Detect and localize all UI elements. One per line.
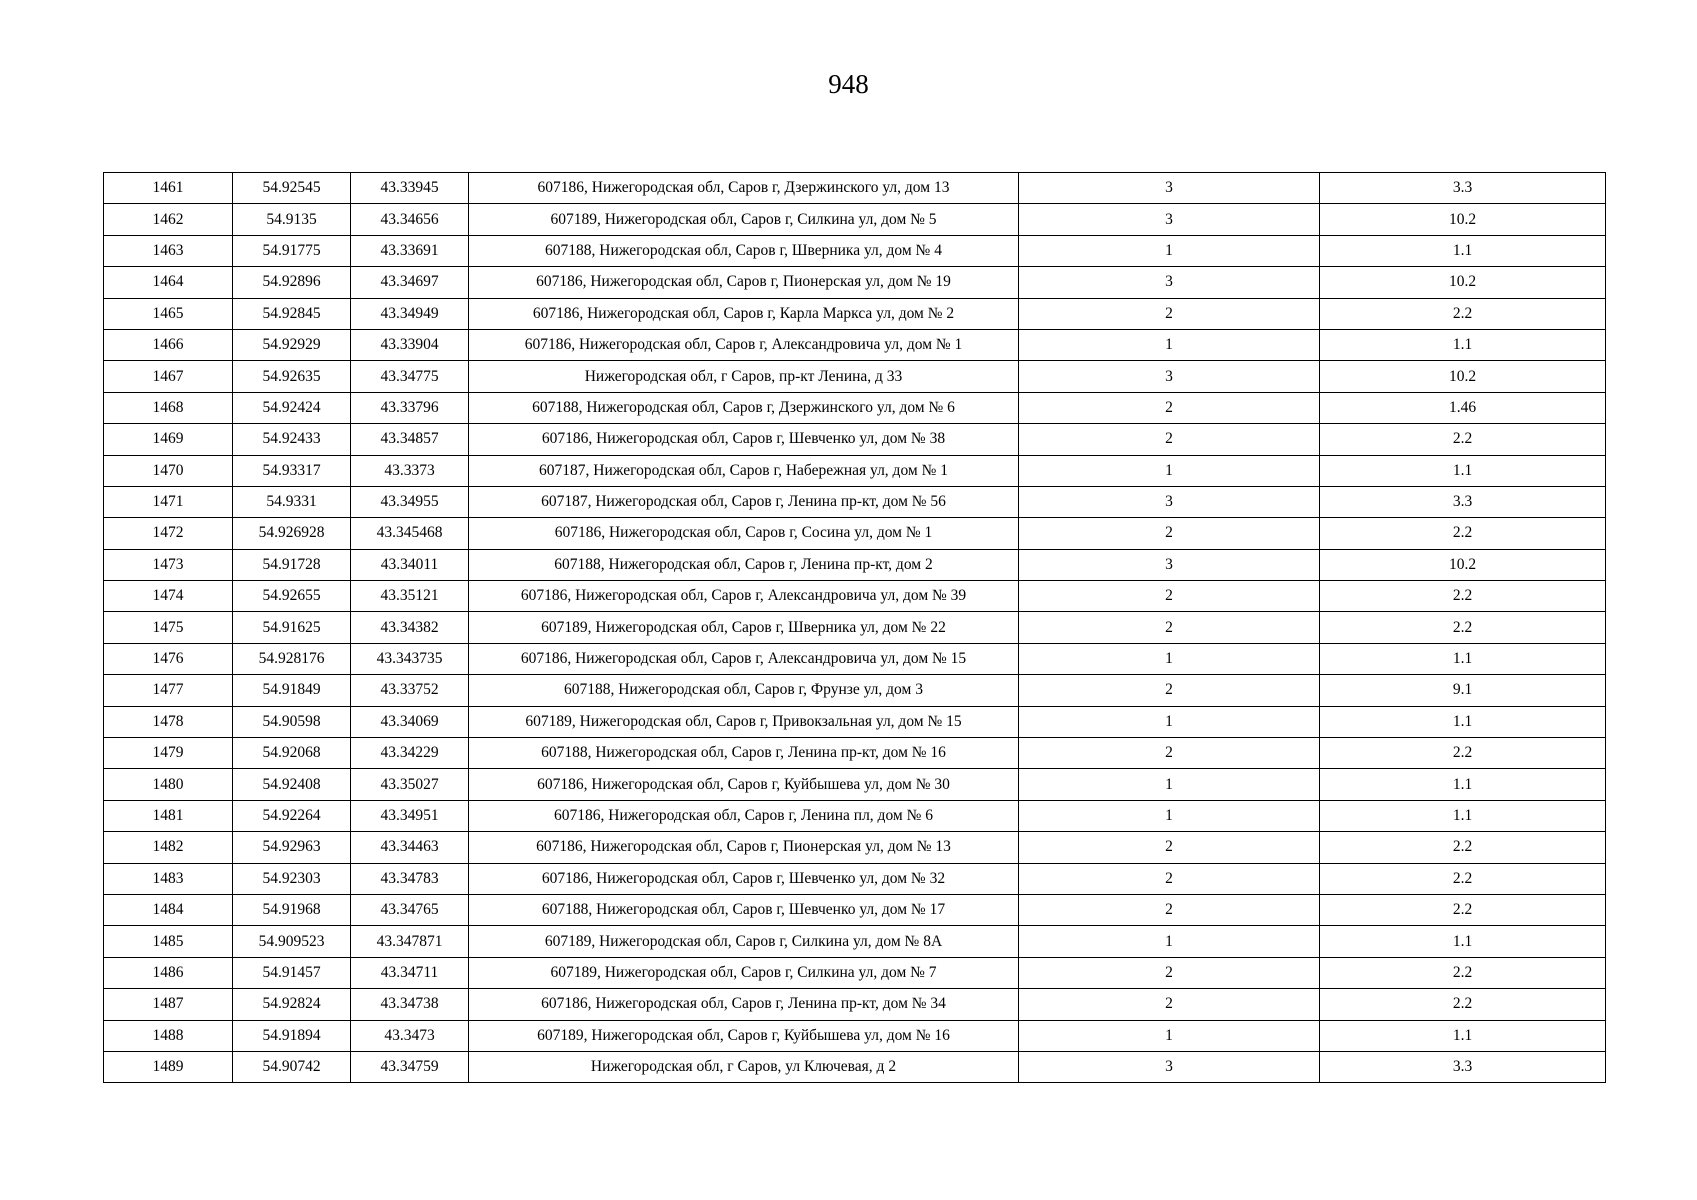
- row-number-cell: 1468: [104, 392, 233, 423]
- longitude-cell: 43.3373: [351, 455, 469, 486]
- latitude-cell: 54.92963: [233, 832, 351, 863]
- volume-cell: 1.1: [1320, 800, 1606, 831]
- latitude-cell: 54.93317: [233, 455, 351, 486]
- row-number-cell: 1461: [104, 173, 233, 204]
- address-cell: 607188, Нижегородская обл, Саров г, Фрунзе ул, дом 3: [469, 675, 1019, 706]
- longitude-cell: 43.3473: [351, 1020, 469, 1051]
- count-cell: 2: [1019, 518, 1320, 549]
- row-number-cell: 1481: [104, 800, 233, 831]
- row-number-cell: 1489: [104, 1051, 233, 1082]
- row-number-cell: 1473: [104, 549, 233, 580]
- address-cell: Нижегородская обл, г Саров, пр-кт Ленина, д 33: [469, 361, 1019, 392]
- volume-cell: 10.2: [1320, 549, 1606, 580]
- longitude-cell: 43.34011: [351, 549, 469, 580]
- volume-cell: 10.2: [1320, 361, 1606, 392]
- latitude-cell: 54.91894: [233, 1020, 351, 1051]
- latitude-cell: 54.91849: [233, 675, 351, 706]
- row-number-cell: 1470: [104, 455, 233, 486]
- latitude-cell: 54.92845: [233, 298, 351, 329]
- row-number-cell: 1462: [104, 204, 233, 235]
- row-number-cell: 1467: [104, 361, 233, 392]
- row-number-cell: 1479: [104, 738, 233, 769]
- longitude-cell: 43.34951: [351, 800, 469, 831]
- latitude-cell: 54.92635: [233, 361, 351, 392]
- latitude-cell: 54.91728: [233, 549, 351, 580]
- volume-cell: 1.1: [1320, 706, 1606, 737]
- table-body: [104, 173, 1606, 1083]
- table-row: [104, 424, 1606, 455]
- count-cell: 1: [1019, 800, 1320, 831]
- table-row: [104, 675, 1606, 706]
- address-cell: 607189, Нижегородская обл, Саров г, Привокзальная ул, дом № 15: [469, 706, 1019, 737]
- count-cell: 3: [1019, 204, 1320, 235]
- address-cell: 607186, Нижегородская обл, Саров г, Александровича ул, дом № 39: [469, 581, 1019, 612]
- table-row: [104, 989, 1606, 1020]
- volume-cell: 2.2: [1320, 863, 1606, 894]
- volume-cell: 1.1: [1320, 455, 1606, 486]
- table-row: [104, 738, 1606, 769]
- address-cell: 607186, Нижегородская обл, Саров г, Пионерская ул, дом № 13: [469, 832, 1019, 863]
- latitude-cell: 54.92545: [233, 173, 351, 204]
- longitude-cell: 43.33945: [351, 173, 469, 204]
- volume-cell: 2.2: [1320, 957, 1606, 988]
- count-cell: 2: [1019, 675, 1320, 706]
- count-cell: 3: [1019, 549, 1320, 580]
- longitude-cell: 43.34949: [351, 298, 469, 329]
- table-row: [104, 612, 1606, 643]
- address-cell: 607186, Нижегородская обл, Саров г, Шевченко ул, дом № 32: [469, 863, 1019, 894]
- address-cell: 607188, Нижегородская обл, Саров г, Шверника ул, дом № 4: [469, 235, 1019, 266]
- address-cell: 607186, Нижегородская обл, Саров г, Карла Маркса ул, дом № 2: [469, 298, 1019, 329]
- row-number-cell: 1488: [104, 1020, 233, 1051]
- count-cell: 2: [1019, 863, 1320, 894]
- row-number-cell: 1484: [104, 894, 233, 925]
- volume-cell: 3.3: [1320, 1051, 1606, 1082]
- row-number-cell: 1469: [104, 424, 233, 455]
- count-cell: 1: [1019, 926, 1320, 957]
- volume-cell: 1.1: [1320, 235, 1606, 266]
- count-cell: 1: [1019, 769, 1320, 800]
- volume-cell: 2.2: [1320, 518, 1606, 549]
- address-cell: 607186, Нижегородская обл, Саров г, Александровича ул, дом № 1: [469, 329, 1019, 360]
- longitude-cell: 43.34656: [351, 204, 469, 235]
- count-cell: 1: [1019, 1020, 1320, 1051]
- table-row: [104, 455, 1606, 486]
- latitude-cell: 54.91968: [233, 894, 351, 925]
- latitude-cell: 54.9135: [233, 204, 351, 235]
- table-row: [104, 486, 1606, 517]
- row-number-cell: 1477: [104, 675, 233, 706]
- longitude-cell: 43.34711: [351, 957, 469, 988]
- row-number-cell: 1476: [104, 643, 233, 674]
- count-cell: 3: [1019, 361, 1320, 392]
- table-row: [104, 832, 1606, 863]
- table-row: [104, 298, 1606, 329]
- address-cell: 607189, Нижегородская обл, Саров г, Куйбышева ул, дом № 16: [469, 1020, 1019, 1051]
- longitude-cell: 43.33796: [351, 392, 469, 423]
- longitude-cell: 43.34765: [351, 894, 469, 925]
- volume-cell: 3.3: [1320, 173, 1606, 204]
- latitude-cell: 54.91625: [233, 612, 351, 643]
- row-number-cell: 1482: [104, 832, 233, 863]
- table-row: [104, 706, 1606, 737]
- address-cell: Нижегородская обл, г Саров, ул Ключевая, д 2: [469, 1051, 1019, 1082]
- row-number-cell: 1474: [104, 581, 233, 612]
- volume-cell: 2.2: [1320, 989, 1606, 1020]
- longitude-cell: 43.34697: [351, 267, 469, 298]
- row-number-cell: 1475: [104, 612, 233, 643]
- row-number-cell: 1485: [104, 926, 233, 957]
- row-number-cell: 1480: [104, 769, 233, 800]
- volume-cell: 10.2: [1320, 267, 1606, 298]
- address-cell: 607186, Нижегородская обл, Саров г, Куйбышева ул, дом № 30: [469, 769, 1019, 800]
- table-row: [104, 549, 1606, 580]
- count-cell: 3: [1019, 1051, 1320, 1082]
- latitude-cell: 54.92655: [233, 581, 351, 612]
- latitude-cell: 54.90598: [233, 706, 351, 737]
- count-cell: 2: [1019, 894, 1320, 925]
- volume-cell: 2.2: [1320, 581, 1606, 612]
- volume-cell: 10.2: [1320, 204, 1606, 235]
- latitude-cell: 54.926928: [233, 518, 351, 549]
- table-row: [104, 518, 1606, 549]
- row-number-cell: 1464: [104, 267, 233, 298]
- table-row: [104, 267, 1606, 298]
- address-cell: 607187, Нижегородская обл, Саров г, Ленина пр-кт, дом № 56: [469, 486, 1019, 517]
- row-number-cell: 1483: [104, 863, 233, 894]
- address-cell: 607189, Нижегородская обл, Саров г, Силкина ул, дом № 5: [469, 204, 1019, 235]
- longitude-cell: 43.35027: [351, 769, 469, 800]
- latitude-cell: 54.9331: [233, 486, 351, 517]
- count-cell: 2: [1019, 424, 1320, 455]
- table-row: [104, 235, 1606, 266]
- volume-cell: 1.1: [1320, 926, 1606, 957]
- latitude-cell: 54.909523: [233, 926, 351, 957]
- latitude-cell: 54.91457: [233, 957, 351, 988]
- table-row: [104, 894, 1606, 925]
- volume-cell: 1.46: [1320, 392, 1606, 423]
- address-cell: 607189, Нижегородская обл, Саров г, Силкина ул, дом № 8А: [469, 926, 1019, 957]
- address-cell: 607188, Нижегородская обл, Саров г, Ленина пр-кт, дом № 16: [469, 738, 1019, 769]
- table-row: [104, 329, 1606, 360]
- address-cell: 607188, Нижегородская обл, Саров г, Шевченко ул, дом № 17: [469, 894, 1019, 925]
- longitude-cell: 43.33691: [351, 235, 469, 266]
- address-cell: 607188, Нижегородская обл, Саров г, Дзержинского ул, дом № 6: [469, 392, 1019, 423]
- latitude-cell: 54.92824: [233, 989, 351, 1020]
- latitude-cell: 54.92424: [233, 392, 351, 423]
- longitude-cell: 43.343735: [351, 643, 469, 674]
- volume-cell: 2.2: [1320, 738, 1606, 769]
- longitude-cell: 43.34857: [351, 424, 469, 455]
- longitude-cell: 43.34069: [351, 706, 469, 737]
- count-cell: 1: [1019, 706, 1320, 737]
- count-cell: 3: [1019, 486, 1320, 517]
- longitude-cell: 43.35121: [351, 581, 469, 612]
- longitude-cell: 43.34775: [351, 361, 469, 392]
- address-cell: 607186, Нижегородская обл, Саров г, Дзержинского ул, дом 13: [469, 173, 1019, 204]
- longitude-cell: 43.345468: [351, 518, 469, 549]
- table-row: [104, 769, 1606, 800]
- table-row: [104, 581, 1606, 612]
- longitude-cell: 43.34382: [351, 612, 469, 643]
- address-cell: 607187, Нижегородская обл, Саров г, Набережная ул, дом № 1: [469, 455, 1019, 486]
- row-number-cell: 1466: [104, 329, 233, 360]
- table-row: [104, 173, 1606, 204]
- row-number-cell: 1465: [104, 298, 233, 329]
- table-row: [104, 926, 1606, 957]
- count-cell: 2: [1019, 832, 1320, 863]
- address-cell: 607186, Нижегородская обл, Саров г, Александровича ул, дом № 15: [469, 643, 1019, 674]
- longitude-cell: 43.34229: [351, 738, 469, 769]
- volume-cell: 1.1: [1320, 1020, 1606, 1051]
- address-cell: 607186, Нижегородская обл, Саров г, Ленина пр-кт, дом № 34: [469, 989, 1019, 1020]
- latitude-cell: 54.91775: [233, 235, 351, 266]
- count-cell: 2: [1019, 989, 1320, 1020]
- count-cell: 3: [1019, 267, 1320, 298]
- row-number-cell: 1478: [104, 706, 233, 737]
- address-cell: 607186, Нижегородская обл, Саров г, Ленина пл, дом № 6: [469, 800, 1019, 831]
- latitude-cell: 54.92929: [233, 329, 351, 360]
- count-cell: 1: [1019, 643, 1320, 674]
- latitude-cell: 54.90742: [233, 1051, 351, 1082]
- row-number-cell: 1463: [104, 235, 233, 266]
- address-cell: 607189, Нижегородская обл, Саров г, Силкина ул, дом № 7: [469, 957, 1019, 988]
- volume-cell: 9.1: [1320, 675, 1606, 706]
- row-number-cell: 1471: [104, 486, 233, 517]
- table-row: [104, 800, 1606, 831]
- count-cell: 1: [1019, 455, 1320, 486]
- row-number-cell: 1472: [104, 518, 233, 549]
- longitude-cell: 43.34759: [351, 1051, 469, 1082]
- address-coordinates-table: [103, 172, 1606, 1083]
- count-cell: 2: [1019, 738, 1320, 769]
- longitude-cell: 43.34783: [351, 863, 469, 894]
- count-cell: 2: [1019, 612, 1320, 643]
- longitude-cell: 43.33904: [351, 329, 469, 360]
- latitude-cell: 54.92303: [233, 863, 351, 894]
- table-row: [104, 1051, 1606, 1082]
- longitude-cell: 43.34463: [351, 832, 469, 863]
- count-cell: 2: [1019, 581, 1320, 612]
- address-cell: 607186, Нижегородская обл, Саров г, Сосина ул, дом № 1: [469, 518, 1019, 549]
- volume-cell: 3.3: [1320, 486, 1606, 517]
- count-cell: 2: [1019, 392, 1320, 423]
- row-number-cell: 1487: [104, 989, 233, 1020]
- longitude-cell: 43.33752: [351, 675, 469, 706]
- longitude-cell: 43.34738: [351, 989, 469, 1020]
- row-number-cell: 1486: [104, 957, 233, 988]
- volume-cell: 2.2: [1320, 612, 1606, 643]
- address-cell: 607186, Нижегородская обл, Саров г, Шевченко ул, дом № 38: [469, 424, 1019, 455]
- table-row: [104, 204, 1606, 235]
- latitude-cell: 54.92896: [233, 267, 351, 298]
- latitude-cell: 54.92408: [233, 769, 351, 800]
- volume-cell: 1.1: [1320, 329, 1606, 360]
- count-cell: 2: [1019, 957, 1320, 988]
- longitude-cell: 43.347871: [351, 926, 469, 957]
- count-cell: 1: [1019, 235, 1320, 266]
- address-cell: 607186, Нижегородская обл, Саров г, Пионерская ул, дом № 19: [469, 267, 1019, 298]
- volume-cell: 2.2: [1320, 424, 1606, 455]
- address-cell: 607188, Нижегородская обл, Саров г, Ленина пр-кт, дом 2: [469, 549, 1019, 580]
- count-cell: 1: [1019, 329, 1320, 360]
- count-cell: 3: [1019, 173, 1320, 204]
- table-row: [104, 957, 1606, 988]
- longitude-cell: 43.34955: [351, 486, 469, 517]
- volume-cell: 1.1: [1320, 769, 1606, 800]
- table-row: [104, 863, 1606, 894]
- volume-cell: 1.1: [1320, 643, 1606, 674]
- latitude-cell: 54.92068: [233, 738, 351, 769]
- latitude-cell: 54.92264: [233, 800, 351, 831]
- table-row: [104, 1020, 1606, 1051]
- page-number: 948: [828, 69, 869, 99]
- table-row: [104, 392, 1606, 423]
- latitude-cell: 54.928176: [233, 643, 351, 674]
- table-row: [104, 361, 1606, 392]
- volume-cell: 2.2: [1320, 894, 1606, 925]
- table-row: [104, 643, 1606, 674]
- address-cell: 607189, Нижегородская обл, Саров г, Шверника ул, дом № 22: [469, 612, 1019, 643]
- latitude-cell: 54.92433: [233, 424, 351, 455]
- count-cell: 2: [1019, 298, 1320, 329]
- volume-cell: 2.2: [1320, 298, 1606, 329]
- volume-cell: 2.2: [1320, 832, 1606, 863]
